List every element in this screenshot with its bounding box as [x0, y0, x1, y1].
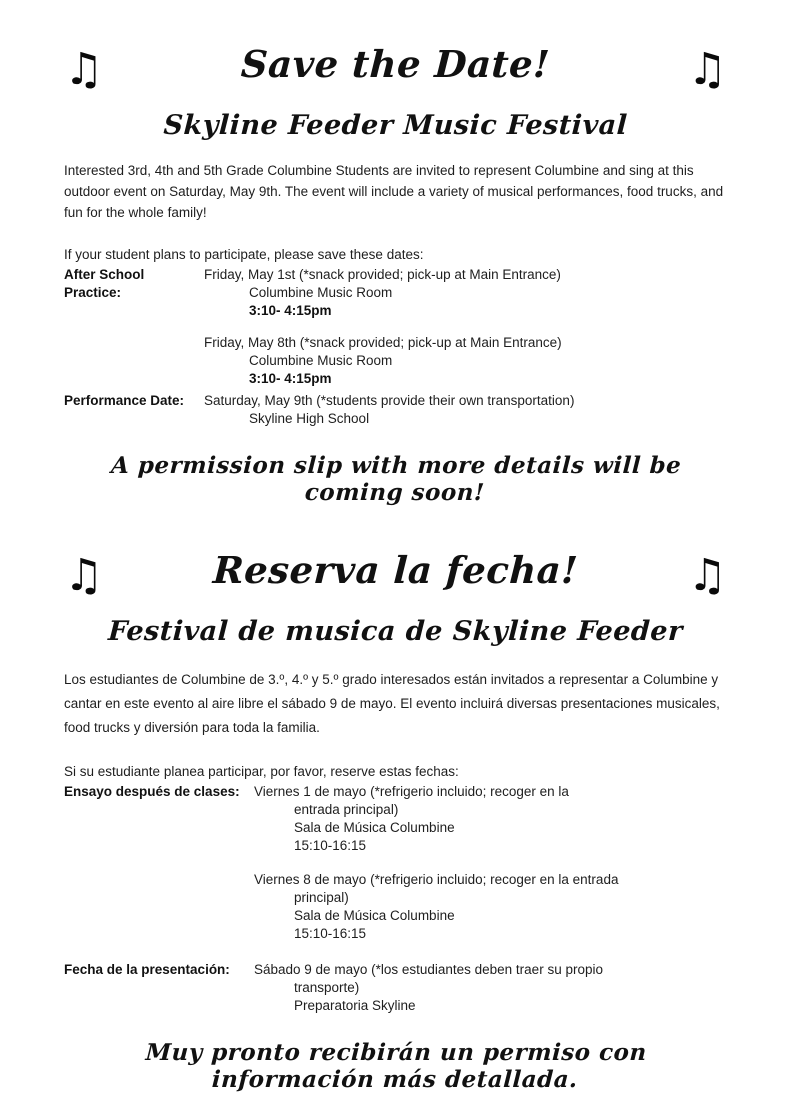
schedule-line: entrada principal)	[294, 802, 399, 817]
spanish-schedule	[64, 783, 727, 1015]
schedule-label: After School Practice:	[64, 267, 145, 300]
english-save-dates-line: If your student plans to participate, please save these dates:	[64, 247, 424, 262]
schedule-line: Columbine Music Room	[249, 285, 393, 300]
schedule-label	[64, 871, 254, 943]
schedule-line: Friday, May 8th (*snack provided; pick-up at Main Entrance)	[204, 335, 562, 350]
schedule-line: Friday, May 1st (*snack provided; pick-up at Main Entrance)	[204, 267, 561, 282]
spanish-intro-paragraph: Los estudiantes de Columbine de 3.º, 4.º y 5.º grado interesados están invitados a representar a Columbine y cantar en este evento al aire libre el sábado 9 de mayo. El evento incluirá diversas presentaciones musicales, food trucks y diversión para toda la familia.	[64, 672, 720, 735]
music-note-icon: ♫	[64, 550, 104, 601]
schedule-label: Ensayo después de clases:	[64, 784, 240, 799]
music-note-icon: ♫	[687, 550, 727, 601]
schedule-line: Preparatoria Skyline	[294, 998, 416, 1013]
schedule-line: principal)	[294, 890, 349, 905]
schedule-row	[64, 266, 727, 320]
spanish-title: Reserva la fecha!	[211, 548, 580, 592]
spanish-section	[64, 550, 727, 1093]
schedule-time: 3:10- 4:15pm	[249, 371, 332, 386]
spanish-footer-note: Muy pronto recibirán un permiso con información más detallada.	[144, 1039, 648, 1093]
schedule-line: Viernes 8 de mayo (*refrigerio incluido; recoger en la entrada	[254, 872, 619, 887]
english-header	[64, 42, 727, 95]
english-section	[64, 44, 727, 506]
english-intro-paragraph: Interested 3rd, 4th and 5th Grade Columbine Students are invited to represent Columbine and sing at this outdoor event on Saturday, May 9th. The event will include a variety of musical performances, food trucks, and fun for the whole family!	[64, 163, 724, 220]
schedule-label: Fecha de la presentación:	[64, 962, 230, 977]
music-note-icon: ♫	[64, 44, 104, 95]
english-title: Save the Date!	[239, 42, 552, 86]
schedule-line: Saturday, May 9th (*students provide their own transportation)	[204, 393, 575, 408]
english-footer-note: A permission slip with more details will be coming soon!	[110, 452, 683, 506]
schedule-line: Viernes 1 de mayo (*refrigerio incluido; recoger en la	[254, 784, 569, 799]
schedule-row	[64, 783, 727, 855]
schedule-line: Sala de Música Columbine	[294, 908, 455, 923]
schedule-line: Sala de Música Columbine	[294, 820, 455, 835]
schedule-time: 15:10-16:15	[294, 926, 367, 941]
english-schedule	[64, 266, 727, 428]
schedule-line: Columbine Music Room	[249, 353, 393, 368]
schedule-time: 15:10-16:15	[294, 838, 367, 853]
schedule-label	[64, 334, 204, 388]
schedule-line: Skyline High School	[249, 411, 370, 426]
english-subtitle: Skyline Feeder Music Festival	[162, 110, 629, 141]
schedule-label: Performance Date:	[64, 393, 185, 408]
schedule-time: 3:10- 4:15pm	[249, 303, 332, 318]
schedule-row	[64, 392, 727, 428]
schedule-line: transporte)	[294, 980, 360, 995]
schedule-row	[64, 334, 727, 388]
schedule-row	[64, 871, 727, 943]
schedule-line: Sábado 9 de mayo (*los estudiantes deben traer su propio	[254, 962, 603, 977]
schedule-row	[64, 961, 727, 1015]
spanish-header	[64, 548, 727, 601]
music-note-icon: ♫	[687, 44, 727, 95]
spanish-subtitle: Festival de musica de Skyline Feeder	[107, 616, 684, 647]
spanish-save-dates-line: Si su estudiante planea participar, por favor, reserve estas fechas:	[64, 764, 459, 779]
